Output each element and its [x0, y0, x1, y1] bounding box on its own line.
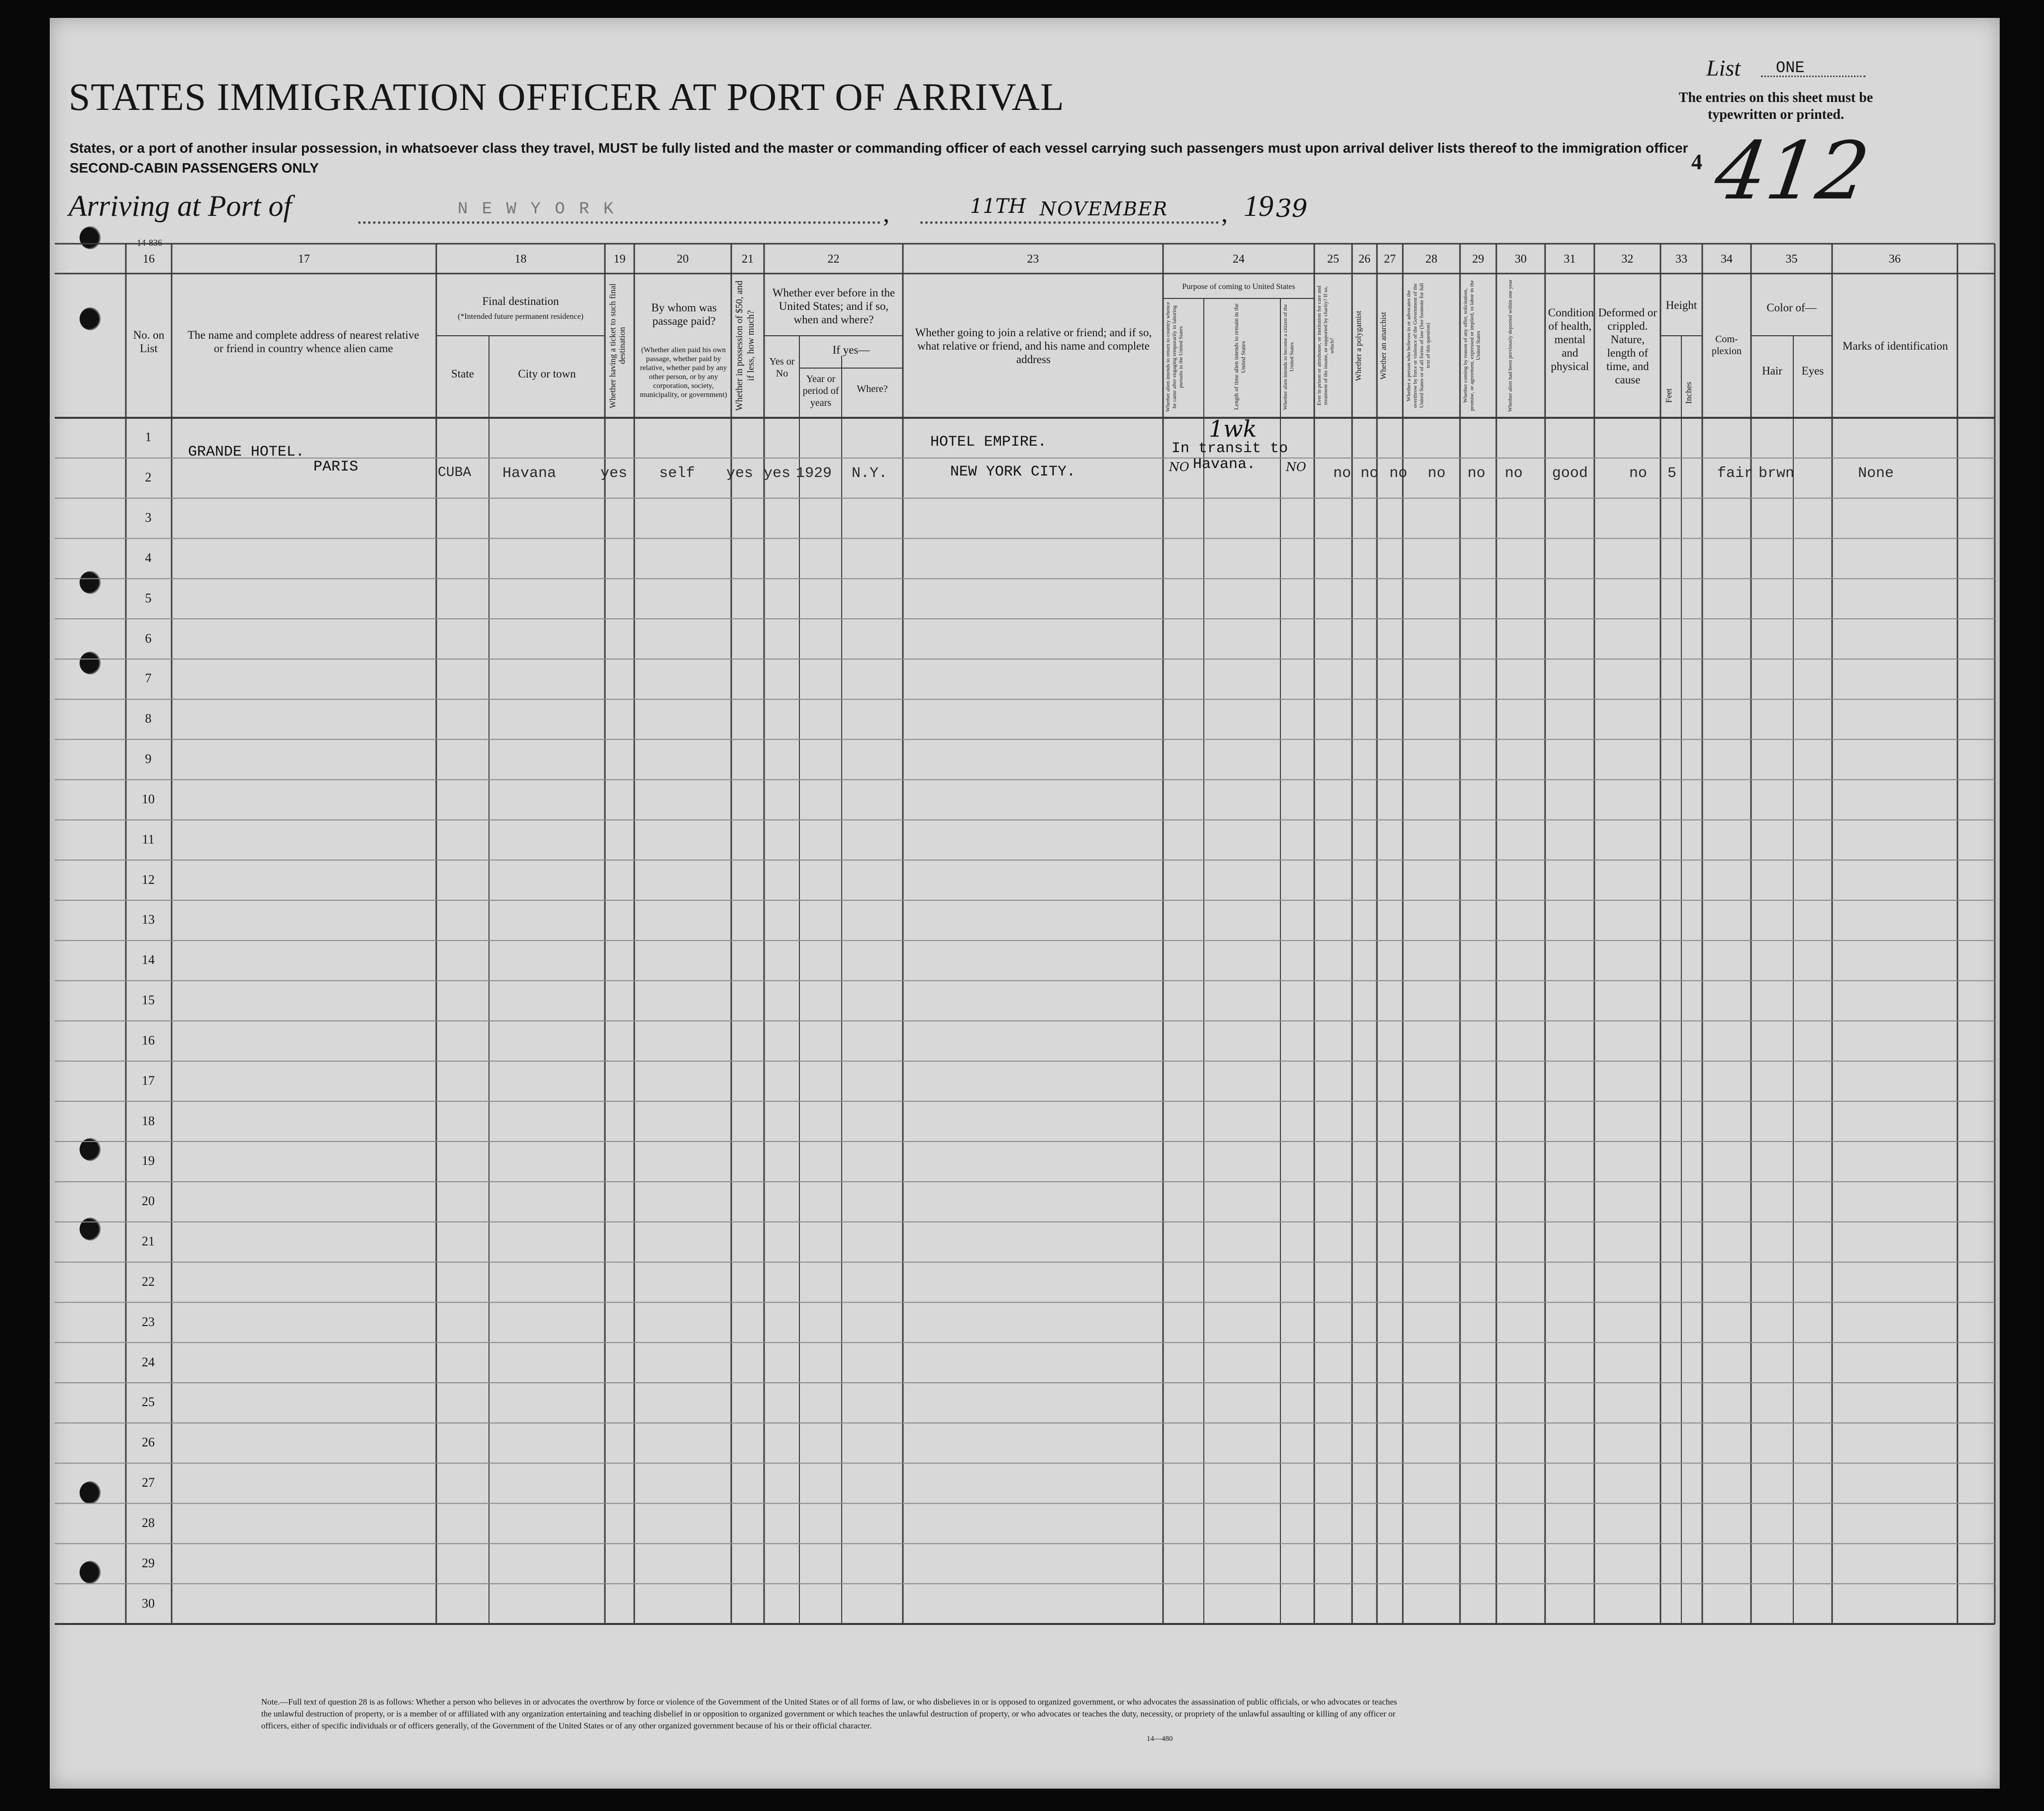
- entries-note: The entries on this sheet must be typewritten or printed.: [1678, 90, 1873, 122]
- deported-value[interactable]: no: [1505, 465, 1523, 482]
- row-number: 15: [142, 993, 155, 1008]
- join-relative-line1[interactable]: HOTEL EMPIRE.: [930, 434, 1047, 451]
- header-purpose: Purpose of coming to United States: [1182, 283, 1295, 291]
- header-purpose-length: Length of time alien intends to remain in the United States: [1233, 303, 1247, 410]
- q28-value[interactable]: no: [1428, 465, 1446, 482]
- column-number: 23: [1027, 253, 1039, 266]
- destination-state[interactable]: CUBA: [438, 465, 472, 480]
- column-number: 20: [677, 253, 689, 266]
- row-number: 12: [142, 872, 155, 887]
- column-number: 17: [298, 253, 310, 266]
- footnote: Note.—Full text of question 28 is as follows: Whether a person who believes in or advocates the overthrow by force or violence of the Government of the United States or of all forms of law, or who disbelieves in or is opposed to organized government, or who advocates the assassination of public officials, or who advocates or teaches the unlawful destruction of property, or is a member of or affiliated with any organization entertaining and teaching disbelief in or opposition to organized government or which teaches the unlawful destruction of property, or who advocates or teaches the duty, necessity, or propriety of the unlawful assaulting or killing of any officer or officers, either of specific individuals or of officers generally, of the Government of the United States or of any other organized government because of his or their official character.: [261, 1697, 1397, 1730]
- header-passage-paid: By whom was passage paid?: [651, 301, 717, 327]
- row-number: 11: [142, 832, 155, 847]
- header-anarchist: Whether an anarchist: [1379, 312, 1388, 380]
- header-hair: Hair: [1762, 365, 1782, 377]
- complexion-value[interactable]: fair: [1717, 465, 1753, 482]
- column-number: 35: [1785, 253, 1798, 266]
- row-number: 19: [142, 1153, 155, 1168]
- header-eyes: Eyes: [1801, 365, 1824, 377]
- purpose-length-line1[interactable]: In transit to: [1171, 440, 1288, 457]
- column-number: 22: [827, 253, 840, 266]
- arriving-label: Arriving at Port of: [69, 190, 292, 222]
- header-passage-note: (Whether alien paid his own passage, whether paid by relative, whether paid by any other person, or by any corporation, society, municipality, or government): [640, 346, 727, 399]
- header-purpose-citizen: Whether alien intends to become a citizen of the United States: [1282, 304, 1295, 410]
- ever-before-where[interactable]: N.Y.: [852, 465, 888, 482]
- relative-address-line2[interactable]: PARIS: [313, 459, 359, 476]
- row-number: 7: [145, 671, 152, 686]
- header-marks: Marks of identification: [1842, 340, 1948, 352]
- header-where: Where?: [857, 383, 888, 394]
- ever-before-year[interactable]: 1929: [796, 465, 832, 482]
- form-number: 14—480: [1147, 1735, 1173, 1743]
- page-title: STATES IMMIGRATION OFFICER AT PORT OF ARRIVAL: [69, 75, 1065, 118]
- row-number: 16: [142, 1033, 155, 1048]
- row-number: 18: [142, 1113, 155, 1128]
- header-purpose-return: Whether alien intends to return to country whence he came after engaging temporarily in laboring pursuits in the United States: [1165, 302, 1184, 412]
- row-number: 14: [142, 953, 155, 967]
- year-printed: 19: [1244, 190, 1273, 222]
- header-q29: Whether coming by reason of any offer, solicitation, promise, or agreement, expressed or implied, to labor in the United States: [1462, 280, 1481, 411]
- sheet-number: 412: [1709, 124, 1875, 217]
- comma: ,: [1221, 199, 1228, 228]
- row-number: 22: [142, 1274, 155, 1289]
- header-final-destination-note: (*Intended future permanent residence): [458, 312, 584, 321]
- row-number: 20: [142, 1194, 155, 1209]
- header-final-destination: Final destination: [482, 295, 559, 307]
- ever-before-value[interactable]: yes: [764, 465, 791, 482]
- list-label: List: [1706, 55, 1741, 81]
- row-number: 4: [145, 550, 152, 565]
- header-yes-no: Yes or No: [769, 356, 795, 379]
- row-number: 10: [142, 791, 155, 806]
- header-inches: Inches: [1684, 381, 1693, 404]
- header-city: City or town: [518, 368, 576, 380]
- date-month[interactable]: NOVEMBER: [1040, 198, 1168, 220]
- row-number: 29: [142, 1555, 155, 1570]
- header-deported: Whether alien had been previously deported within one year: [1507, 280, 1513, 412]
- header-no-on-list: No. on List: [133, 329, 165, 355]
- column-number: 30: [1515, 253, 1527, 266]
- column-number: 28: [1425, 253, 1438, 266]
- header-prison: Ever in prison or almshouse, or institution for care and treatment of the insane, or supported by charity? If so, which?: [1316, 286, 1335, 406]
- date-day[interactable]: 11TH: [970, 195, 1026, 218]
- row-number: 28: [142, 1515, 155, 1530]
- anarchist-value[interactable]: no: [1389, 465, 1408, 482]
- header-if-yes: If yes—: [832, 344, 870, 356]
- header-height: Height: [1665, 299, 1697, 311]
- row-number: 1: [145, 430, 152, 445]
- column-number: 33: [1675, 253, 1687, 266]
- row-number: 21: [142, 1234, 155, 1249]
- row-number: 26: [142, 1435, 155, 1450]
- header-q28: Whether a person who believes in or advocates the overthrow by force or violence of the Government of the United States or of all forms of law (See footnote for full text of this question): [1406, 283, 1431, 408]
- header-polygamist: Whether a polygamist: [1355, 310, 1363, 381]
- row-number: 6: [145, 631, 152, 646]
- q29-value[interactable]: no: [1467, 465, 1486, 482]
- purpose-return-value[interactable]: NO: [1169, 460, 1189, 474]
- column-number: 25: [1327, 253, 1339, 266]
- health-value[interactable]: good: [1552, 465, 1588, 482]
- comma: ,: [883, 199, 889, 228]
- header-state: State: [451, 368, 474, 380]
- relative-address-line1[interactable]: GRANDE HOTEL.: [188, 444, 305, 461]
- year-written[interactable]: 39: [1276, 194, 1308, 223]
- polygamist-value[interactable]: no: [1361, 465, 1379, 482]
- column-number: 16: [143, 253, 155, 266]
- header-fifty-dollars: Whether in possession of $50, and if less, how much?: [734, 281, 756, 411]
- purpose-length-line2[interactable]: Havana.: [1193, 456, 1256, 473]
- prison-value[interactable]: no: [1333, 465, 1352, 482]
- header-complexion: Com- plexion: [1712, 334, 1742, 357]
- header-feet: Feet: [1664, 388, 1673, 403]
- purpose-length-handwritten[interactable]: 1wk: [1209, 415, 1257, 442]
- row-number: 5: [145, 590, 152, 605]
- column-number: 19: [613, 253, 626, 266]
- list-value[interactable]: ONE: [1776, 59, 1805, 77]
- column-number: 29: [1472, 253, 1484, 266]
- passenger-class: SECOND-CABIN PASSENGERS ONLY: [70, 160, 319, 176]
- hair-value[interactable]: brwn: [1758, 465, 1795, 482]
- column-number: 31: [1563, 253, 1576, 266]
- height-feet-value[interactable]: 5: [1667, 465, 1677, 482]
- join-relative-line2[interactable]: NEW YORK CITY.: [950, 464, 1076, 480]
- column-number: 18: [514, 253, 527, 266]
- destination-city[interactable]: Havana: [502, 465, 557, 482]
- column-number: 36: [1889, 253, 1901, 266]
- port-value[interactable]: N E W Y O R K: [458, 200, 616, 219]
- row-number: 2: [145, 470, 152, 485]
- instructions-text: States, or a port of another insular possession, in whatsoever class they travel, MUST be fully listed and the master or commanding officer of each vessel carrying such passengers must upon arrival deliver lists thereof to the immigration officer: [70, 140, 1688, 156]
- row-number: 8: [145, 711, 152, 726]
- marks-value[interactable]: None: [1858, 465, 1894, 482]
- column-number: 34: [1721, 253, 1733, 266]
- header-health: Condition of health, mental and physical: [1548, 306, 1594, 373]
- form-code: 14-836: [137, 238, 162, 248]
- row-number: 25: [142, 1395, 155, 1410]
- header-ticket: Whether having a ticket to such final destination: [608, 283, 627, 408]
- column-number: 32: [1621, 253, 1634, 266]
- purpose-citizen-value[interactable]: NO: [1286, 460, 1306, 474]
- header-ever-before: Whether ever before in the United States; and if so, when and where?: [772, 286, 895, 326]
- row-number: 9: [145, 752, 152, 766]
- deformed-value[interactable]: no: [1629, 465, 1648, 482]
- column-number: 21: [742, 253, 754, 266]
- row-number: 23: [142, 1314, 155, 1329]
- row-number: 17: [142, 1073, 155, 1088]
- paid-by-value[interactable]: self: [659, 465, 695, 482]
- sheet-prefix: 4: [1691, 150, 1702, 174]
- header-relative-address: The name and complete address of nearest relative or friend in country whence alien came: [188, 329, 419, 355]
- column-number: 27: [1384, 253, 1396, 266]
- row-number: 3: [145, 510, 152, 525]
- row-number: 27: [142, 1475, 155, 1490]
- header-year: Year or period of years: [802, 374, 839, 408]
- header-deformed: Deformed or crippled. Nature, length of time, and cause: [1598, 306, 1657, 386]
- row-number: 13: [142, 912, 155, 927]
- column-number: 26: [1359, 253, 1370, 266]
- column-number: 24: [1233, 253, 1245, 266]
- row-number: 24: [142, 1354, 155, 1369]
- row-number: 30: [142, 1596, 155, 1611]
- ticket-value[interactable]: yes: [600, 465, 628, 482]
- money-value[interactable]: yes: [726, 465, 754, 482]
- header-join-relative: Whether going to join a relative or friend; and if so, what relative or friend, and his name and complete address: [915, 326, 1152, 366]
- header-color-of: Color of—: [1766, 301, 1817, 314]
